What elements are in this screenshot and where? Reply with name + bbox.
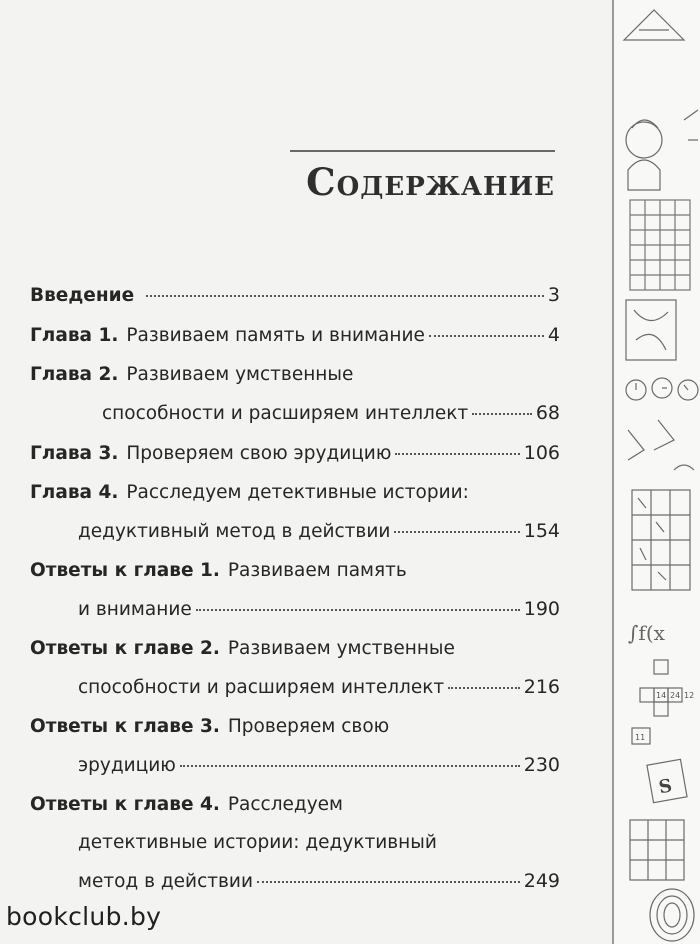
toc-entry-text: Развиваем умственные [227,638,455,659]
clock-icon [626,378,698,400]
toc-entry-text: и внимание [78,599,192,620]
toc-entry-text: Проверяем свою [227,716,390,737]
svg-text:S: S [657,775,674,799]
dot-leader [448,687,520,689]
svg-text:11: 11 [635,733,646,742]
page-number: 106 [523,442,560,464]
toc-entry-text: Развиваем умственные [126,364,354,385]
toc-entry-text: способности и расширяем интеллект [102,403,469,424]
page-number: 3 [547,284,560,306]
portrait-icon [626,120,662,190]
toc-entry-label: Ответы к главе 4. [30,794,220,815]
dot-leader [257,881,520,883]
toc-entry-text: дедуктивный метод в действии [78,521,391,542]
toc-entry-answers-1[interactable] [30,552,560,628]
toc-entry-chapter-4[interactable] [30,474,560,550]
toc-entry-text: Расследуем детективные истории: [126,482,469,503]
toc-entry-label: Ответы к главе 3. [30,716,220,737]
page-title: Содержание [306,160,555,204]
toc-entry-label: Ответы к главе 1. [30,560,220,581]
dot-leader [429,335,544,337]
toc-entry-text: Расследуем [227,794,344,815]
svg-text:∫f(x: ∫f(x [628,621,665,645]
page-number: 190 [523,598,560,620]
toc-entry-answers-3[interactable] [30,708,560,784]
toc-entry-text: Развиваем память [227,560,407,581]
toc-entry-label: Глава 1. [30,325,119,346]
page-number: 68 [535,402,560,424]
dot-leader [472,413,532,415]
svg-text:14: 14 [656,691,667,700]
dot-leader [394,531,519,533]
table-of-contents [30,276,560,900]
page-number: 154 [523,520,560,542]
dot-leader [395,453,519,455]
toc-entry-answers-4[interactable] [30,786,560,900]
toc-entry-label: Глава 3. [30,443,119,464]
page-number: 249 [523,870,560,892]
dot-leader [146,295,544,297]
crossword-grid-icon [630,200,690,290]
title-rule [290,150,555,152]
toc-entry-text: эрудицию [78,755,176,776]
dot-leader [196,609,520,611]
toc-entry-answers-2[interactable] [30,630,560,706]
toc-entry-text: способности и расширяем интеллект [78,677,445,698]
toc-entry-intro[interactable] [30,276,560,314]
svg-text:24: 24 [670,691,681,700]
page-number: 216 [523,676,560,698]
title-block [290,150,555,220]
toc-entry-text: метод в действии [78,871,253,892]
watermark: bookclub.by [6,902,162,931]
toc-entry-text: Проверяем свою эрудицию [126,443,392,464]
toc-entry-label: Введение [30,285,135,306]
page-number: 230 [523,754,560,776]
toc-entry-text: детективные истории: дедуктивный [78,832,437,853]
toc-entry-label: Глава 2. [30,364,119,385]
toc-entry-label: Ответы к главе 2. [30,638,220,659]
toc-entry-label: Глава 4. [30,482,119,503]
svg-text:12: 12 [684,691,695,700]
dot-leader [180,765,520,767]
toc-entry-chapter-2[interactable] [30,356,560,432]
toc-entry-chapter-1[interactable] [30,316,560,354]
page-number: 4 [547,324,560,346]
margin-illustration [612,0,700,944]
fingerprint-icon [650,889,694,941]
toc-entry-text: Развиваем память и внимание [126,325,425,346]
toc-entry-chapter-3[interactable] [30,434,560,472]
sudoku-grid-icon [632,490,690,590]
